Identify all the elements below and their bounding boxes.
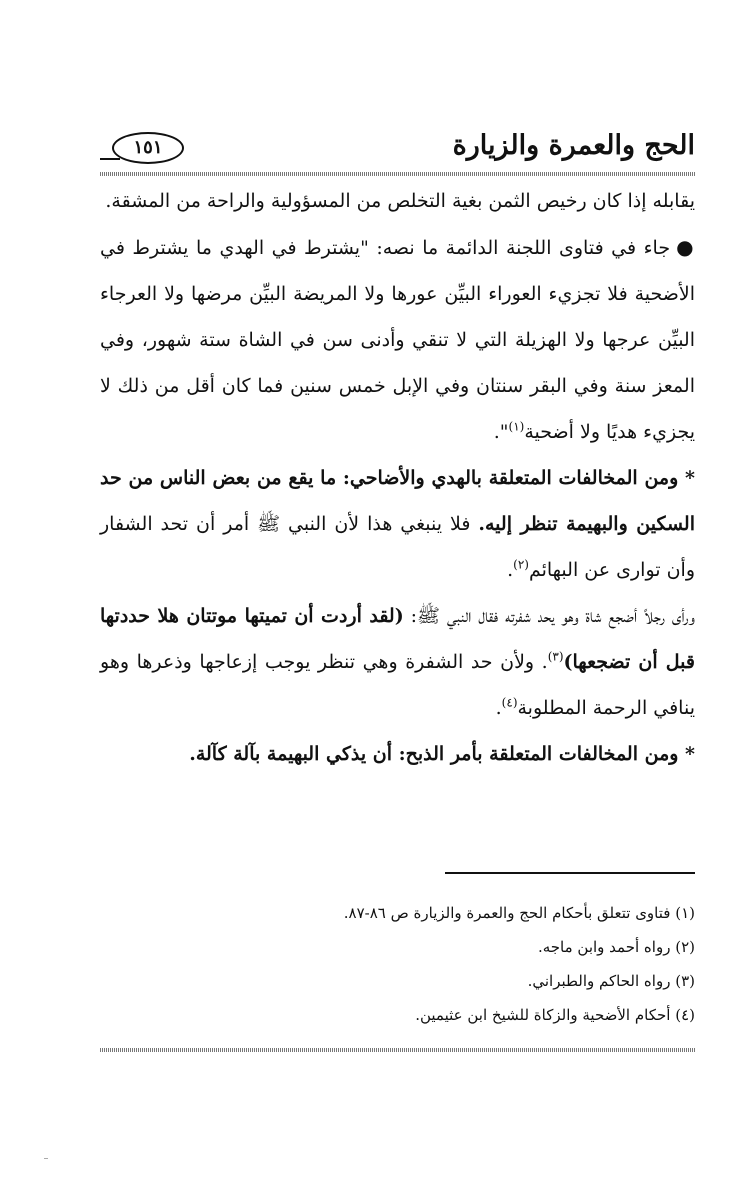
footnote-1: (١) فتاوى تتعلق بأحكام الحج والعمرة والزيارة ص ٨٦-٨٧. xyxy=(343,904,695,922)
footnote-ref-1: (١) xyxy=(508,419,525,434)
book-title: الحج والعمرة والزيارة xyxy=(452,130,695,161)
footer-rule xyxy=(100,1048,695,1052)
page-number-badge xyxy=(112,132,184,164)
footnote-ref-4: (٤) xyxy=(501,695,518,710)
main-text xyxy=(100,178,695,777)
paragraph-2-end: ". xyxy=(493,421,509,443)
paragraph-1-text: يقابله إذا كان رخيص الثمن بغية التخلص من المسؤولية والراحة من المشقة. xyxy=(105,190,695,212)
paragraph-4-text-b: . ولأن حد الشفرة وهي تنظر يوجب إزعاجها وذعرها وهو ينافي الرحمة المطلوبة xyxy=(100,651,695,719)
paragraph-3-end: . xyxy=(507,559,514,581)
bullet-icon: ● xyxy=(676,235,696,259)
paragraph-2 xyxy=(100,224,695,455)
footnote-2: (٢) رواه أحمد وابن ماجه. xyxy=(537,938,695,956)
footnote-ref-2: (٢) xyxy=(513,557,529,572)
paragraph-1 xyxy=(100,178,695,224)
footnote-4: (٤) أحكام الأضحية والزكاة للشيخ ابن عثيمين. xyxy=(415,1006,695,1024)
page-number: ١٥١ xyxy=(133,137,163,158)
footnote-separator xyxy=(445,872,695,874)
paragraph-2-text: جاء في فتاوى اللجنة الدائمة ما نصه: "يشترط في الهدي ما يشترط في الأضحية فلا تجزيء العوراء البيِّن عورها ولا المريضة البيِّن مرضها ولا العرجاء البيِّن عرجها ولا الهزيلة التي لا تنقي وأدنى سن في الشاة ستة شهور، وفي المعز سنة وفي البقر سنتان وفي الإبل خمس سنين فما كان أقل من ذلك لا يجزيء هديًا ولا أضحية xyxy=(100,237,695,443)
footnote-ref-3: (٣) xyxy=(547,649,564,664)
footnote-3: (٣) رواه الحاكم والطبراني. xyxy=(527,972,695,990)
header-rule xyxy=(100,172,695,176)
paragraph-4 xyxy=(100,593,695,731)
paragraph-4-text-a: ورأى رجلاً أضجع شاة وهو يحد شفرته فقال النبي ﷺ: xyxy=(403,605,696,627)
paragraph-4-hadith: (لقد أردت أن تميتها موتتان هلا حددتها قبل أن تضجعها) xyxy=(100,605,695,673)
page-number-underline xyxy=(100,158,120,160)
paragraph-5 xyxy=(100,731,695,777)
footnotes xyxy=(100,896,695,1032)
paragraph-3 xyxy=(100,455,695,593)
page-header xyxy=(100,128,695,168)
paragraph-5-bold: * ومن المخالفات المتعلقة بأمر الذبح: أن يذكي البهيمة بآلة كآلة. xyxy=(189,743,695,765)
paragraph-3-bold: * ومن المخالفات المتعلقة بالهدي والأضاحي: ما يقع من بعض الناس من حد السكين والبهيمة تنظر إليه. xyxy=(100,467,695,535)
paragraph-3-text: فلا ينبغي هذا لأن النبي ﷺ أمر أن تحد الشفار وأن توارى عن البهائم xyxy=(100,513,695,581)
paragraph-4-end: . xyxy=(495,697,502,719)
scan-mark xyxy=(44,1158,48,1159)
